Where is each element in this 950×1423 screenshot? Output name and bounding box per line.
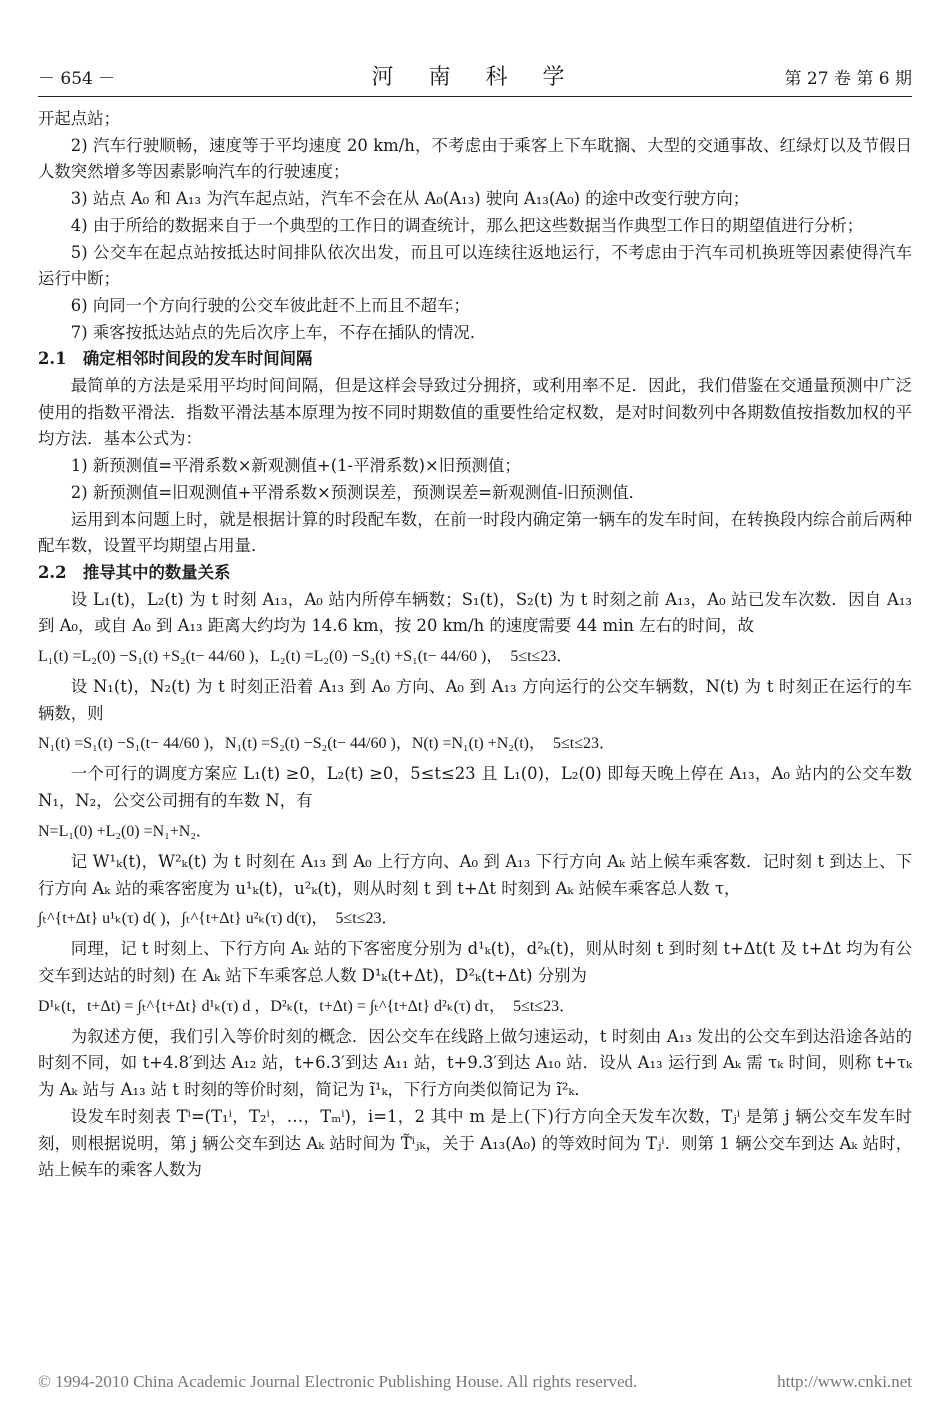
assumption-7: 7) 乘客按抵达站点的先后次序上车，不存在插队的情况．: [70, 322, 487, 342]
formula-item-1: 1) 新预测值=平滑系数×新观测值+(1-平滑系数)×旧预测值；: [70, 456, 521, 476]
section-heading-2-2: 2.2 推导其中的数量关系: [38, 562, 231, 582]
paragraph: 记 W¹ₖ(t)，W²ₖ(t) 为 t 时刻在 A₁₃ 到 A₀ 上行方向、A₀ 到 A₁₃ 下行方向 Aₖ 站上候车乘客数．记时刻 t 到达上、下行方向 Aₖ 站的乘客密度为 u¹ₖ(t)，u²ₖ(t)，则从时刻 t 到 t+Δt 时刻到 Aₖ 站候车乘客总人数 τ，: [38, 851, 912, 898]
paragraph: 一个可行的调度方案应 L₁(t) ≥0，L₂(t) ≥0，5≤t≤23 且 L₁(0)，L₂(0) 即每天晚上停在 A₁₃，A₀ 站内的公交车数 N₁，N₂，公交公司拥有的车数 N，有: [38, 764, 912, 811]
paragraph: 最简单的方法是采用平均时间间隔，但是这样会导致过分拥挤，或利用率不足．因此，我们借鉴在交通量预测中广泛使用的指数平滑法．指数平滑法基本原理为按不同时期数值的重要性给定权数，是对时间数列中各期数值按指数加权的平均方法．基本公式为：: [38, 376, 912, 449]
article-body: [38, 106, 912, 1184]
paragraph: 设发车时刻表 Tⁱ=(T₁ⁱ，T₂ⁱ，…，Tₘⁱ)，i=1，2 其中 m 是上(下)行方向全天发车次数，Tⱼⁱ 是第 j 辆公交车发车时刻，则根据说明，第 j 辆公交车到达 Aₖ 站时间为 T̃ⁱⱼₖ，关于 A₁₃(A₀) 的等效时间为 Tⱼⁱ．则第 1 辆公交车到达 Aₖ 站时，站上候车的乘客人数为: [38, 1106, 912, 1180]
page-footer: [38, 1372, 912, 1392]
paragraph: 为叙述方便，我们引入等价时刻的概念．因公交车在线路上做匀速运动，t 时刻由 A₁₃ 发出的公交车到达沿途各站的时刻不同，如 t+4.8′到达 A₁₂ 站，t+6.3′到达 A₁₁ 站，t+9.3′到达 A₁₀ 站．设从 A₁₃ 运行到 Aₖ 需 τₖ 时间，则称 t+τₖ 为 Aₖ 站与 A₁₃ 站 t 时刻的等价时刻，简记为 ĩ¹ₖ，下行方向类似简记为 ĩ²ₖ．: [38, 1026, 912, 1100]
formula-item-2: 2) 新预测值=旧观测值+平滑系数×预测误差，预测误差=新观测值-旧预测值．: [70, 482, 646, 502]
assumption-6: 6) 向同一个方向行驶的公交车彼此赶不上而且不超车；: [70, 295, 470, 315]
assumption-3: 3) 站点 A₀ 和 A₁₃ 为汽车起点站，汽车不会在从 A₀(A₁₃) 驶向 A₁₃(A₀) 的途中改变行驶方向；: [70, 189, 750, 209]
paragraph: 开起点站；: [38, 109, 120, 128]
section-heading-2-1: 2.1 确定相邻时间段的发车时间间隔: [38, 349, 313, 369]
paragraph: 设 L₁(t)，L₂(t) 为 t 时刻 A₁₃，A₀ 站内所停车辆数；S₁(t)，S₂(t) 为 t 时刻之前 A₁₃，A₀ 站已发车次数．因自 A₁₃ 到 A₀，或自 A₀ 到 A₁₃ 距离大约均为 14.6 km，按 20 km/h 的速度需要 44 min 左右的时间，故: [38, 589, 912, 636]
assumption-4: 4) 由于所给的数据来自于一个典型的工作日的调查统计，那么把这些数据当作典型工作日的期望值进行分析；: [70, 215, 864, 235]
equation-1: L₁(t) =L₂(0) −S₁(t) +S₂(t− 44/60 )，L₂(t) =L₂(0) −S₂(t) +S₁(t− 44/60 )， 5≤t≤23．: [38, 648, 573, 666]
equation-4: ∫ₜ^{t+Δt} u¹ₖ(τ) d( )，∫ₜ^{t+Δt} u²ₖ(τ) d(τ)， 5≤t≤23．: [38, 910, 398, 928]
footer-url: http://www.cnki.net: [777, 1372, 912, 1391]
assumption-5: 5) 公交车在起点站按抵达时间排队依次出发，而且可以连续往返地运行，不考虑由于汽车司机换班等因素使得汽车运行中断；: [38, 242, 912, 289]
paragraph: 同理，记 t 时刻上、下行方向 Aₖ 站的下客密度分别为 d¹ₖ(t)，d²ₖ(t)，则从时刻 t 到时刻 t+Δt(t 及 t+Δt 均为有公交车到达站的时刻) 在 Aₖ 站下车乘客总人数 D¹ₖ(t+Δt)，D²ₖ(t+Δt) 分别为: [38, 939, 912, 985]
page-header: [38, 60, 912, 90]
equation-3: N=L₁(0) +L₂(0) =N₁+N₂．: [38, 822, 212, 840]
journal-title: 河 南 科 学: [371, 65, 579, 90]
paragraph: 设 N₁(t)，N₂(t) 为 t 时刻正沿着 A₁₃ 到 A₀ 方向、A₀ 到 A₁₃ 方向运行的公交车辆数，N(t) 为 t 时刻正在运行的车辆数，则: [38, 677, 912, 723]
issue-label: 第 27 卷 第 6 期: [784, 69, 912, 89]
copyright-text: © 1994-2010 China Academic Journal Electronic Publishing House. All rights reserved.: [38, 1372, 638, 1391]
header-rule: [38, 96, 912, 97]
paragraph: 运用到本问题上时，就是根据计算的时段配车数，在前一时段内确定第一辆车的发车时间，在转换段内综合前后两种配车数，设置平均期望占用量．: [38, 509, 912, 556]
equation-2: N₁(t) =S₁(t) −S₁(t− 44/60 )，N₁(t) =S₂(t) −S₂(t− 44/60 )，N(t) =N₁(t) +N₂(t)， 5≤t≤23．: [38, 735, 615, 753]
equation-5: D¹ₖ(t，t+Δt) = ∫ₜ^{t+Δt} d¹ₖ(τ) d ，D²ₖ(t，t+Δt) = ∫ₜ^{t+Δt} d²ₖ(τ) dτ， 5≤t≤23．: [38, 997, 576, 1015]
page-number: － 654 －: [38, 69, 116, 89]
assumption-2: 2) 汽车行驶顺畅，速度等于平均速度 20 km/h，不考虑由于乘客上下车耽搁、大型的交通事故、红绿灯以及节假日人数突然增多等因素影响汽车的行驶速度；: [38, 135, 912, 182]
